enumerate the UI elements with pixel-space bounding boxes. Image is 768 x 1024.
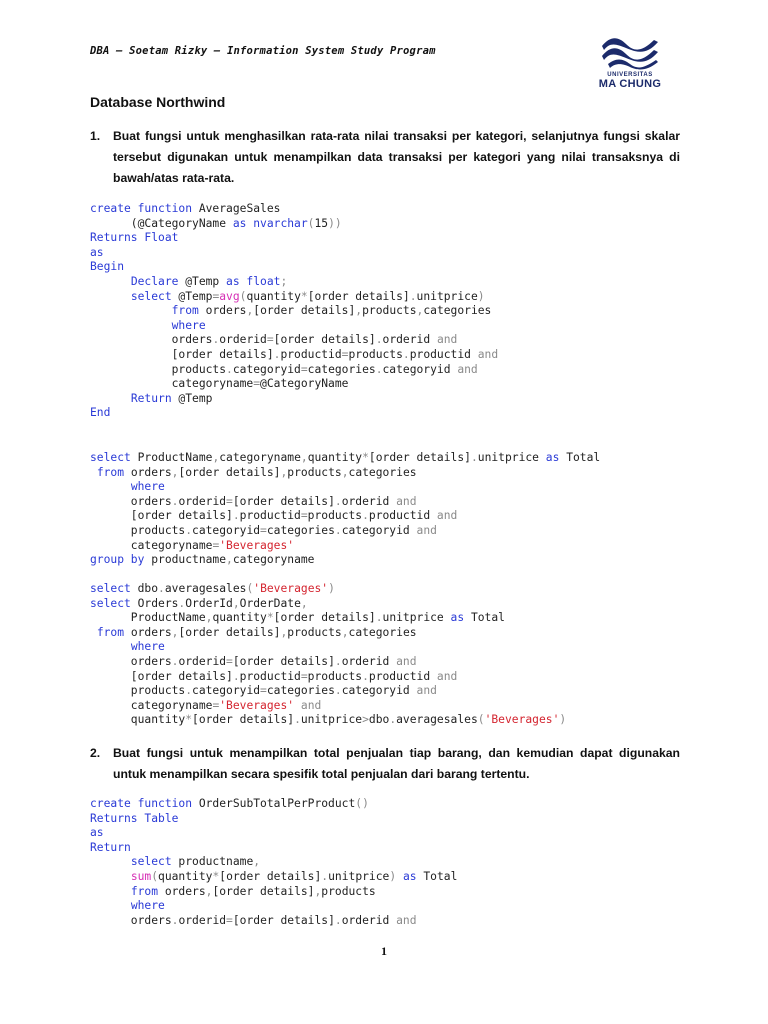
code-token: orders (158, 884, 206, 898)
code-line (90, 597, 308, 610)
code-token: categories (307, 362, 376, 376)
code-token: dbo (130, 582, 159, 595)
code-token: , (300, 451, 308, 464)
code-token: ( (246, 582, 254, 595)
logo-name: MA CHUNG (598, 78, 662, 90)
code-token: as (232, 216, 247, 230)
code-token: . (178, 596, 186, 610)
code-token: orders (90, 913, 172, 927)
code-token: ProductName (90, 611, 206, 625)
code-line (90, 797, 369, 810)
code-token: Return (130, 391, 172, 405)
code-token: . (171, 913, 179, 927)
code-token: averagesales (164, 582, 247, 595)
code-token: * (185, 713, 193, 727)
code-token: quantity (90, 713, 186, 727)
code-token: create function (90, 202, 193, 215)
code-line (90, 348, 498, 361)
code-token: ) (328, 582, 335, 595)
code-token: [order details] (368, 451, 471, 464)
code-token: ; (280, 274, 288, 288)
code-token: . (321, 869, 329, 883)
code-token: [order details] (232, 654, 335, 668)
code-token: = (212, 538, 220, 552)
code-token: . (171, 654, 179, 668)
code-token: where (171, 318, 206, 332)
code-token: orders (90, 654, 172, 668)
code-token: as (402, 869, 417, 883)
code-token: products (321, 884, 376, 898)
code-token (90, 392, 131, 405)
code-token: , (212, 451, 220, 464)
code-line (90, 640, 165, 653)
code-token: and (436, 509, 458, 523)
code-token: orders (124, 465, 172, 479)
code-token: and (300, 698, 322, 712)
code-token: ( (239, 289, 247, 303)
code-token: . (375, 333, 383, 347)
code-token: select (130, 289, 172, 303)
code-token: from (96, 465, 125, 479)
code-token: productid (409, 347, 478, 361)
code-token: categories (348, 465, 417, 479)
code-token: Orders (130, 596, 179, 610)
code-token: categories (348, 625, 417, 639)
code-token: . (232, 669, 240, 683)
code-token: , (300, 596, 308, 610)
code-token: create function (90, 797, 193, 810)
code-token: 'Beverages' (219, 698, 295, 712)
code-token: categoryid (192, 684, 261, 698)
code-token (294, 699, 301, 712)
code-token: @Temp (171, 391, 213, 405)
code-token: Return (90, 840, 131, 854)
code-token: categoryname (90, 538, 213, 552)
code-token: select (90, 582, 131, 595)
code-token: productid (239, 669, 301, 683)
code-token: , (253, 855, 261, 869)
code-line (90, 246, 104, 259)
code-token: , (341, 625, 349, 639)
code-line (90, 495, 417, 508)
code-token: Returns Float (90, 231, 179, 245)
code-token: categoryid (232, 362, 301, 376)
code-token: * (212, 869, 220, 883)
code-token: where (130, 480, 165, 494)
code-token: productid (239, 509, 301, 523)
code-token: * (300, 289, 308, 303)
code-token (90, 640, 131, 653)
code-token: ) (559, 713, 567, 727)
code-token (90, 899, 131, 912)
code-token: . (334, 654, 342, 668)
code-token: orderid (382, 333, 437, 347)
code-token: . (362, 509, 369, 523)
code-token: End (90, 406, 111, 420)
code-token: . (375, 362, 383, 376)
code-token: . (185, 684, 193, 698)
code-line (90, 451, 600, 464)
code-token: * (266, 611, 274, 625)
code-token: Returns Table (90, 811, 179, 825)
code-token: as (90, 245, 104, 259)
code-token: select (90, 451, 131, 464)
code-token: . (273, 347, 281, 361)
code-token (90, 626, 97, 639)
code-token: quantity (158, 869, 213, 883)
code-token: from (96, 625, 125, 639)
code-token: as (450, 611, 465, 625)
code-token: , (280, 465, 288, 479)
code-token: productname (144, 553, 227, 567)
code-token: . (334, 523, 342, 537)
code-token: productid (368, 509, 437, 523)
code-token: Total (416, 869, 458, 883)
code-token: . (171, 494, 179, 508)
code-block-order-subtotal-function (90, 797, 457, 928)
code-token: = (226, 494, 233, 508)
code-token: and (436, 333, 458, 347)
document-header: DBA – Soetam Rizky – Information System Study Program (90, 45, 436, 57)
code-token: . (212, 333, 220, 347)
code-token: , (314, 884, 322, 898)
code-token: quantity (246, 289, 301, 303)
code-token: nvarchar (253, 216, 308, 230)
code-token: categoryid (192, 523, 261, 537)
code-token: unitprice (477, 451, 546, 464)
code-line (90, 611, 505, 624)
code-line (90, 885, 376, 898)
code-token: , (232, 596, 240, 610)
code-line (90, 841, 131, 854)
university-logo (598, 32, 670, 92)
code-line (90, 202, 280, 215)
code-token: productid (280, 347, 342, 361)
code-line (90, 319, 206, 332)
code-token: group by (90, 553, 145, 567)
code-token: and (416, 684, 437, 698)
code-token: orders (198, 304, 247, 318)
code-line (90, 684, 437, 697)
code-line (90, 582, 335, 595)
code-token: categoryid (341, 523, 417, 537)
code-token: select (90, 596, 131, 610)
code-token: and (396, 494, 417, 508)
code-token: [order details] (212, 884, 315, 898)
code-token: [order details] (192, 713, 295, 727)
code-token: and (396, 913, 417, 927)
code-line (90, 304, 491, 317)
code-token: [order details] (178, 625, 281, 639)
code-token: , (416, 304, 424, 318)
code-token: orders (90, 333, 213, 347)
code-token: categories (423, 304, 492, 318)
code-token: quantity (307, 451, 363, 464)
code-token: categoryname (90, 698, 213, 712)
code-token: sum (130, 869, 152, 883)
exercise-1 (90, 126, 680, 189)
code-block-select-beverages (90, 451, 600, 568)
code-token: orderid (341, 654, 397, 668)
code-token: unitprice (300, 713, 363, 727)
code-token: = (300, 509, 308, 523)
code-token: . (334, 913, 342, 927)
code-token: dbo (368, 713, 390, 727)
code-token: as (90, 826, 104, 840)
code-token: = (253, 377, 261, 391)
code-line (90, 377, 348, 390)
code-token: categoryname (232, 553, 315, 567)
code-token: ProductName (130, 451, 213, 464)
code-token: Begin (90, 260, 125, 274)
code-token: . (158, 582, 165, 595)
code-token: products (307, 509, 363, 523)
code-token (90, 290, 131, 303)
exercise-2-number: 2. (90, 746, 101, 760)
code-token: = (266, 333, 274, 347)
page-number: 1 (381, 944, 387, 958)
code-token: and (416, 523, 437, 537)
code-line (90, 539, 294, 552)
code-line (90, 524, 437, 537)
code-token: = (300, 362, 308, 376)
code-token: @Temp (178, 274, 227, 288)
code-token: 15 (314, 216, 329, 230)
code-line (90, 509, 457, 522)
code-token: . (402, 347, 410, 361)
code-token: , (280, 625, 288, 639)
code-token: as (545, 451, 560, 464)
code-token: @Temp (171, 289, 213, 303)
code-token: Total (464, 611, 505, 625)
code-token: [order details] (232, 913, 335, 927)
code-token: = (300, 669, 308, 683)
code-line (90, 826, 104, 839)
code-token: . (334, 494, 342, 508)
code-token: , (246, 304, 254, 318)
code-token: = (260, 684, 267, 698)
code-line (90, 392, 212, 405)
code-token: productname (171, 855, 254, 869)
code-token: = (212, 289, 220, 303)
code-token: . (362, 669, 369, 683)
exercise-2-text: Buat fungsi untuk menampilkan total penjualan tiap barang, dan kemudian dapat digunakan untuk menampilkan secara spesifik total penjualan dari barang tertentu. (113, 746, 680, 781)
code-line (90, 870, 457, 883)
code-token: , (341, 465, 349, 479)
code-token: () (355, 797, 369, 810)
code-token: [order details] (273, 333, 376, 347)
exercise-1-number: 1. (90, 129, 101, 143)
code-token: @CategoryName (260, 377, 349, 391)
code-line (90, 275, 287, 288)
code-token: unitprice (382, 611, 451, 625)
code-token: , (205, 884, 213, 898)
code-line (90, 363, 478, 376)
code-token: and (477, 347, 499, 361)
code-line (90, 231, 178, 244)
code-token (90, 466, 97, 479)
code-line (90, 217, 342, 230)
code-token (90, 304, 172, 317)
code-token: 'Beverages' (219, 538, 295, 552)
code-token: unitprice (416, 289, 478, 303)
code-token: ( (307, 216, 315, 230)
code-token: where (130, 899, 165, 913)
code-token: , (226, 553, 233, 567)
code-token: = (341, 347, 349, 361)
code-token: orderid (178, 913, 227, 927)
code-token: . (409, 289, 417, 303)
code-token: . (470, 451, 478, 464)
exercise-2 (90, 743, 680, 785)
code-token: categoryid (341, 684, 417, 698)
page-title: Database Northwind (90, 94, 226, 110)
code-line (90, 290, 485, 303)
code-token: categories (266, 523, 335, 537)
code-token: orderid (341, 913, 397, 927)
code-token: )) (328, 216, 342, 230)
code-token: ( (477, 713, 485, 727)
code-token: = (226, 654, 233, 668)
code-token: orderid (219, 333, 267, 347)
code-token: . (294, 713, 301, 727)
code-token: (@CategoryName (90, 216, 233, 230)
logo-small-text: UNIVERSITAS (607, 72, 653, 78)
code-token: orderid (178, 494, 227, 508)
code-line (90, 699, 321, 712)
code-token (396, 870, 403, 883)
code-token: * (362, 451, 369, 464)
code-token: = (212, 698, 220, 712)
code-line (90, 855, 260, 868)
exercise-1-text: Buat fungsi untuk menghasilkan rata-rata nilai transaksi per kategori, selanjutnya fungsi skalar tersebut digunakan untuk menampilkan data transaksi per kategori yang nilai transaksnya di bawah/atas rata-rata. (113, 129, 680, 185)
code-token: and (436, 669, 458, 683)
code-token: . (185, 523, 193, 537)
code-token: OrderId (185, 596, 233, 610)
code-token: > (362, 713, 369, 727)
code-token (90, 480, 131, 493)
code-block-above-average-query (90, 582, 566, 728)
code-token (90, 885, 131, 898)
code-token: [order details] (307, 289, 410, 303)
code-line (90, 812, 178, 825)
code-line (90, 553, 314, 566)
code-line (90, 914, 417, 927)
code-token: as float (226, 274, 281, 288)
code-line (90, 626, 417, 639)
code-token: AverageSales (192, 202, 281, 215)
code-token: , (355, 304, 363, 318)
code-token: categoryid (382, 362, 458, 376)
code-token: [order details] (253, 304, 356, 318)
code-token: products (90, 684, 186, 698)
code-token: , (205, 611, 213, 625)
code-token (90, 870, 131, 883)
code-token: categoryname (90, 377, 254, 391)
code-token: ) (389, 869, 397, 883)
code-token: categoryname (219, 451, 301, 464)
code-token: [order details] (178, 465, 281, 479)
code-token: products (287, 465, 342, 479)
code-token: productid (368, 669, 437, 683)
code-token: where (130, 640, 165, 654)
code-token: categories (266, 684, 335, 698)
code-token: products (90, 523, 186, 537)
code-token (90, 275, 131, 288)
code-token: = (226, 913, 233, 927)
code-token: OrderSubTotalPerProduct (192, 797, 356, 810)
code-token: quantity (212, 611, 267, 625)
code-line (90, 713, 566, 726)
code-token: , (171, 625, 179, 639)
code-token: [order details] (90, 669, 233, 683)
code-line (90, 655, 417, 668)
code-token: and (396, 654, 417, 668)
code-token: orderid (341, 494, 397, 508)
code-token: Declare (130, 274, 179, 288)
code-token: , (171, 465, 179, 479)
code-line (90, 333, 457, 346)
code-token: ) (477, 289, 485, 303)
code-line (90, 260, 124, 273)
code-token: from (130, 884, 159, 898)
code-token: orders (124, 625, 172, 639)
code-token: [order details] (219, 869, 322, 883)
code-token: . (389, 713, 397, 727)
code-line (90, 480, 165, 493)
code-token: [order details] (90, 509, 233, 523)
code-token: . (375, 611, 383, 625)
code-token: select (130, 855, 172, 869)
code-line (90, 670, 457, 683)
code-token: from (171, 304, 199, 318)
code-line (90, 406, 110, 419)
code-token: [order details] (90, 347, 274, 361)
code-token: orders (90, 494, 172, 508)
code-token: averagesales (396, 713, 478, 727)
code-line (90, 899, 165, 912)
code-token: orderid (178, 654, 227, 668)
code-line (90, 466, 417, 479)
code-token: . (334, 684, 342, 698)
code-token (90, 319, 172, 332)
code-token: products (287, 625, 342, 639)
code-token: avg (219, 289, 240, 303)
code-token: [order details] (232, 494, 335, 508)
code-token: products (90, 362, 227, 376)
code-token: ( (151, 869, 159, 883)
code-token: Total (559, 451, 601, 464)
code-token: 'Beverages' (253, 582, 329, 595)
code-token: = (260, 523, 267, 537)
code-token (90, 855, 131, 868)
code-token: OrderDate (239, 596, 301, 610)
code-token: 'Beverages' (484, 713, 560, 727)
code-token: products (307, 669, 363, 683)
code-block-average-sales-function (90, 202, 498, 421)
code-token: . (232, 509, 240, 523)
code-token: [order details] (273, 611, 376, 625)
code-token: products (362, 304, 417, 318)
code-token: unitprice (328, 869, 390, 883)
waves-icon (598, 32, 662, 72)
code-token: and (457, 362, 478, 376)
code-token: . (226, 362, 233, 376)
code-token: products (348, 347, 403, 361)
